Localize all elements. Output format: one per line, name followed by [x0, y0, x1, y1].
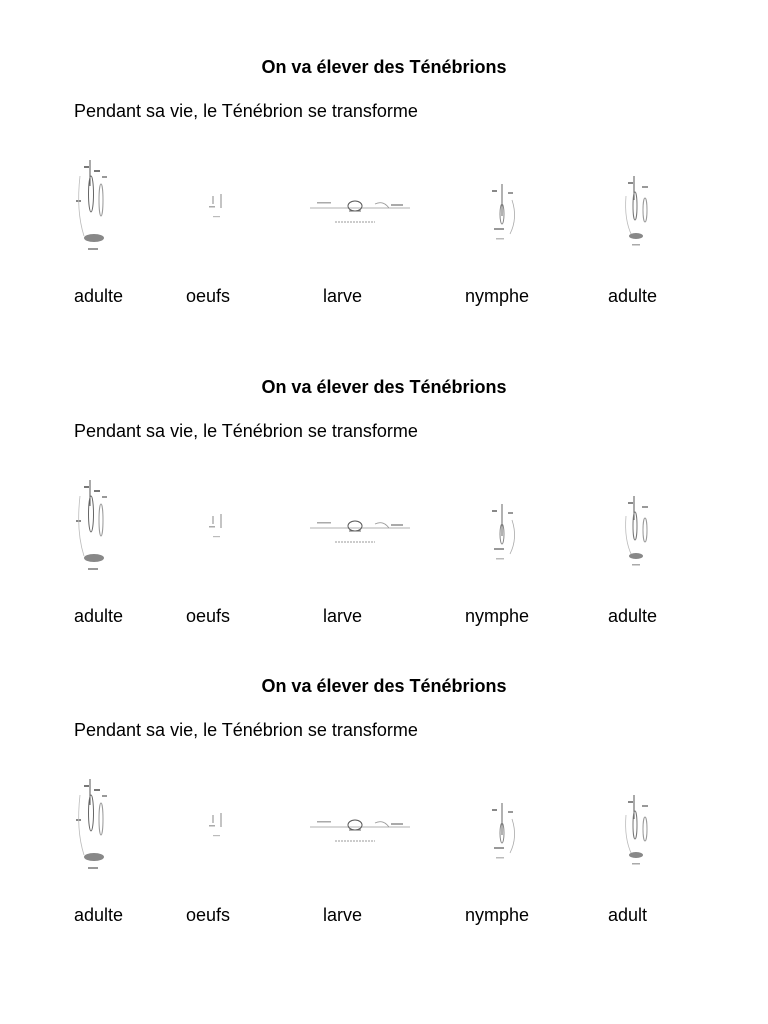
section-intro: Pendant sa vie, le Ténébrion se transforme	[74, 720, 418, 740]
lifecycle-section-1	[0, 56, 768, 356]
stage-label-pupa: nymphe	[465, 905, 530, 925]
stage-label-adult: adulte	[74, 286, 124, 306]
pupa-icon	[486, 775, 522, 875]
larva-icon	[305, 476, 415, 576]
stage-label-adult-final: adulte	[608, 286, 658, 306]
stage-label-larva: larve	[323, 286, 363, 306]
lifecycle-section-3	[0, 675, 768, 975]
section-title: On va élever des Ténébrions	[261, 676, 507, 696]
stage-label-adult: adulte	[74, 905, 124, 925]
stage-label-larva: larve	[323, 606, 363, 626]
stage-label-eggs: oeufs	[186, 606, 231, 626]
beetle-adult-icon	[72, 156, 118, 256]
stage-label-pupa: nymphe	[465, 606, 530, 626]
stage-label-larva: larve	[323, 905, 363, 925]
stage-label-pupa: nymphe	[465, 286, 530, 306]
eggs-icon	[205, 156, 227, 256]
larva-icon	[305, 775, 415, 875]
stage-label-eggs: oeufs	[186, 286, 231, 306]
beetle-adult-icon	[72, 476, 118, 576]
pupa-icon	[486, 476, 522, 576]
beetle-adult-icon	[72, 775, 118, 875]
section-intro: Pendant sa vie, le Ténébrion se transforme	[74, 421, 418, 441]
section-intro: Pendant sa vie, le Ténébrion se transforme	[74, 101, 418, 121]
pupa-icon	[486, 156, 522, 256]
section-title: On va élever des Ténébrions	[261, 377, 507, 397]
section-title: On va élever des Ténébrions	[261, 57, 507, 77]
stage-label-adult-final: adulte	[608, 606, 658, 626]
beetle-adult-icon	[620, 476, 660, 576]
stage-label-adult: adulte	[74, 606, 124, 626]
beetle-adult-icon	[620, 775, 660, 875]
eggs-icon	[205, 775, 227, 875]
larva-icon	[305, 156, 415, 256]
eggs-icon	[205, 476, 227, 576]
stage-label-eggs: oeufs	[186, 905, 231, 925]
stage-label-adult-final: adult	[608, 905, 648, 925]
beetle-adult-icon	[620, 156, 660, 256]
lifecycle-section-2	[0, 376, 768, 676]
